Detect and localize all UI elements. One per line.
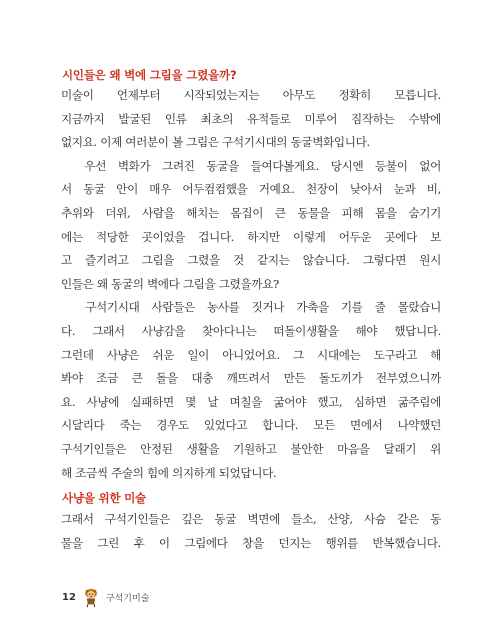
section-1-body	[61, 84, 441, 485]
text-line: 고 즐기려고 그림을 그렸을 것 같지는 않습니다. 그렇다면 원시	[61, 253, 441, 268]
text-line: 구석기인들은 안정된 생활을 기원하고 불안한 마음을 달래기 위	[61, 441, 441, 456]
text-line: 해 조금씩 주술의 힘에 의지하게 되었답니다.	[61, 465, 277, 480]
running-title: 구석기미술	[105, 593, 150, 604]
paragraph-4	[61, 508, 441, 555]
text-line: 구석기시대 사람들은 농사를 짓거나 가축을 기를 줄 몰랐습니	[61, 300, 441, 315]
text-line: 물을 그린 후 이 그림에다 창을 던지는 행위를 반복했습니다.	[61, 535, 441, 550]
text-line: 다. 그래서 사냥감을 찾아다니는 떠돌이생활을 해야 했답니다.	[61, 323, 441, 338]
text-line: 요. 사냥에 실패하면 몇 날 며칠을 굶어야 했고, 심하면 굶주림에	[61, 394, 441, 409]
text-line: 에는 적당한 곳이었을 겁니다. 하지만 이렇게 어두운 곳에다 보	[61, 229, 441, 244]
text-line: 그런데 사냥은 쉬운 일이 아니었어요. 그 시대에는 도구라고 해	[61, 347, 441, 362]
text-line: 시달리다 죽는 경우도 있었다고 합니다. 모든 면에서 나약했던	[61, 418, 441, 433]
caveman-mascot-icon	[80, 586, 102, 608]
page-number: 12	[62, 591, 76, 603]
text-line: 그래서 구석기인들은 깊은 동굴 벽면에 들소, 산양, 사슴 같은 동	[61, 512, 441, 526]
section-heading-2: 사냥을 위한 미술	[62, 491, 146, 505]
text-line: 지금까지 발굴된 인류 최초의 유적들로 미루어 짐작하는 수밖에	[61, 111, 441, 126]
text-line: 우선 벽화가 그려진 동굴을 들여다볼게요. 당시엔 등불이 없어	[61, 158, 441, 173]
page-footer	[62, 586, 149, 608]
section-heading-1: 시인들은 왜 벽에 그림을 그렸을까?	[62, 68, 237, 82]
text-line: 미술이 언제부터 시작되었는지는 아무도 정확히 모릅니다.	[61, 88, 441, 102]
text-line: 인들은 왜 동굴의 벽에다 그림을 그렸을까요?	[61, 276, 279, 291]
paragraph-3	[61, 296, 441, 485]
text-line: 서 동굴 안이 매우 어두컴컴했을 거예요. 천장이 낮아서 눈과 비,	[61, 182, 441, 197]
text-line: 추위와 더위, 사람을 해치는 몸집이 큰 동물을 피해 몸을 숨기기	[61, 205, 441, 220]
paragraph-1	[61, 84, 441, 155]
section-2-body	[61, 508, 441, 555]
paragraph-2	[61, 155, 441, 297]
text-line: 없지요. 이제 여러분이 볼 그림은 구석기시대의 동굴벽화입니다.	[61, 135, 370, 150]
text-line: 봐야 조금 큰 돌을 대충 깨뜨려서 만든 돌도끼가 전부였으니까	[61, 371, 441, 386]
